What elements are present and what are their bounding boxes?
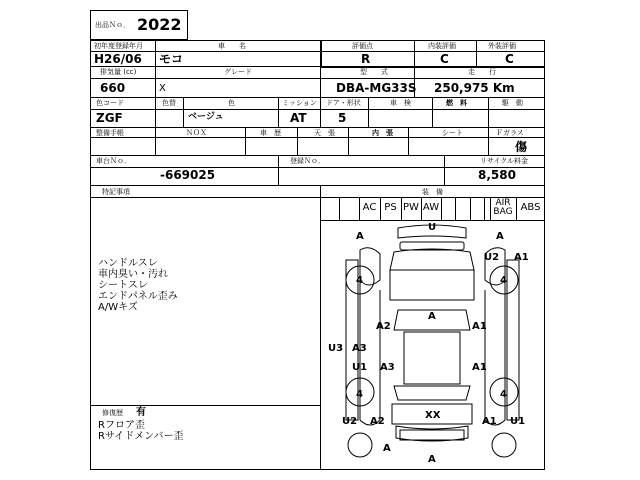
damage-mark: A1 — [472, 321, 487, 332]
mission-label: ミッション — [282, 99, 317, 107]
tire-mark: 4 — [356, 389, 363, 400]
manual-label: 整備手帳 — [96, 129, 124, 137]
color-change-label: 色替 — [162, 99, 176, 107]
interior-label: 内装評価 — [428, 42, 456, 50]
damage-mark: A1 — [472, 362, 487, 373]
inspection-label: 車 検 — [390, 99, 411, 107]
tire-mark: 4 — [500, 389, 507, 400]
equipment-cell: PS — [384, 202, 397, 213]
history-label: 車 歴 — [260, 129, 281, 137]
chassis-value: -669025 — [160, 168, 216, 182]
fglass-value: 傷 — [515, 140, 528, 154]
note-line: 車内臭い・汚れ — [98, 269, 168, 280]
door-value: 5 — [338, 111, 347, 125]
damage-mark: A1 — [482, 416, 497, 427]
color-label: 色 — [228, 99, 235, 107]
registration-label: 登録Ｎｏ． — [290, 157, 325, 165]
damage-mark: A2 — [370, 416, 385, 427]
drive-label: 駆 動 — [502, 99, 523, 107]
damage-mark: U3 — [328, 343, 344, 354]
color-code-label: 色コード — [96, 99, 124, 107]
note-line: エンドパネル歪み — [98, 291, 178, 302]
recycle-value: 8,580 — [478, 168, 516, 182]
damage-mark: A — [428, 311, 436, 322]
displacement-value: 660 — [100, 81, 126, 95]
car-name-label: 車 名 — [218, 42, 246, 50]
damage-mark: XX — [425, 410, 441, 421]
damage-mark: A3 — [380, 362, 395, 373]
door-label: ドア・形状 — [326, 99, 361, 107]
car-name-value: モコ — [159, 52, 184, 66]
sunroof-label: 天 張 — [314, 129, 335, 137]
lot-number: 2022 — [137, 15, 182, 34]
notes-label: 特記事項 — [102, 188, 130, 196]
damage-mark: A — [428, 454, 436, 465]
damage-mark: A — [383, 443, 391, 454]
chassis-label: 車台Ｎｏ． — [96, 157, 131, 165]
equipment-label: 装 備 — [422, 188, 443, 196]
mileage-value: 250,975 Km — [434, 81, 515, 95]
damage-mark: A3 — [352, 343, 367, 354]
grade-label: グレード — [224, 68, 252, 76]
color-value: ベージュ — [188, 112, 224, 122]
fuel-label: 燃 料 — [446, 99, 467, 107]
score-label: 評価点 — [352, 42, 373, 50]
model-label: 型 式 — [360, 68, 388, 76]
equipment-cell: AW — [422, 202, 440, 213]
equipment-cell: AC — [362, 202, 377, 213]
repair-label: 修復歴 — [102, 409, 123, 417]
damage-mark: U1 — [510, 416, 526, 427]
color-code-value: ZGF — [96, 111, 123, 125]
equipment-cell: ABS — [520, 202, 541, 213]
score-value: R — [361, 52, 371, 66]
interior-value: C — [440, 52, 449, 66]
recycle-label: リサイクル料金 — [480, 157, 529, 165]
first-registration-value: H26/06 — [94, 52, 142, 66]
exterior-value: C — [505, 52, 514, 66]
damage-mark: A — [496, 231, 504, 242]
damage-mark: U2 — [342, 416, 358, 427]
model-value: DBA-MG33S — [336, 81, 417, 95]
equipment-cell: PW — [403, 202, 419, 213]
note-line: A/Wキズ — [98, 302, 138, 313]
damage-mark: U2 — [484, 252, 500, 263]
interior-tension-label: 内 張 — [372, 129, 393, 137]
displacement-label: 排気量 (cc) — [100, 68, 137, 76]
tire-mark: 4 — [356, 275, 363, 286]
repair-line: Rフロア歪 — [98, 420, 145, 431]
damage-mark: A1 — [514, 252, 529, 263]
mileage-label: 走 行 — [468, 68, 496, 76]
lot-number-label: 出品Ｎｏ． — [95, 21, 130, 29]
damage-mark: U — [428, 222, 437, 233]
damage-mark: A2 — [376, 321, 391, 332]
tire-mark: 4 — [500, 275, 507, 286]
mission-value: AT — [290, 111, 307, 125]
equipment-cell: AIR BAG — [493, 198, 513, 217]
first-registration-label: 初年度登録年月 — [94, 42, 143, 50]
exterior-label: 外装評価 — [488, 42, 516, 50]
damage-mark: U1 — [352, 362, 368, 373]
grade-value: X — [159, 83, 166, 94]
repair-line: Rサイドメンバー歪 — [98, 431, 184, 442]
note-line: ハンドルスレ — [98, 258, 158, 269]
nox-label: ＮＯＸ — [186, 129, 207, 137]
fglass-label: Ｆガラス — [496, 129, 524, 137]
damage-mark: A — [356, 231, 364, 242]
lot-number-box — [90, 10, 188, 40]
repair-value: 有 — [136, 407, 146, 418]
equipment-grid — [320, 198, 545, 220]
seat-label: シート — [442, 129, 463, 137]
note-line: シートスレ — [98, 280, 148, 291]
